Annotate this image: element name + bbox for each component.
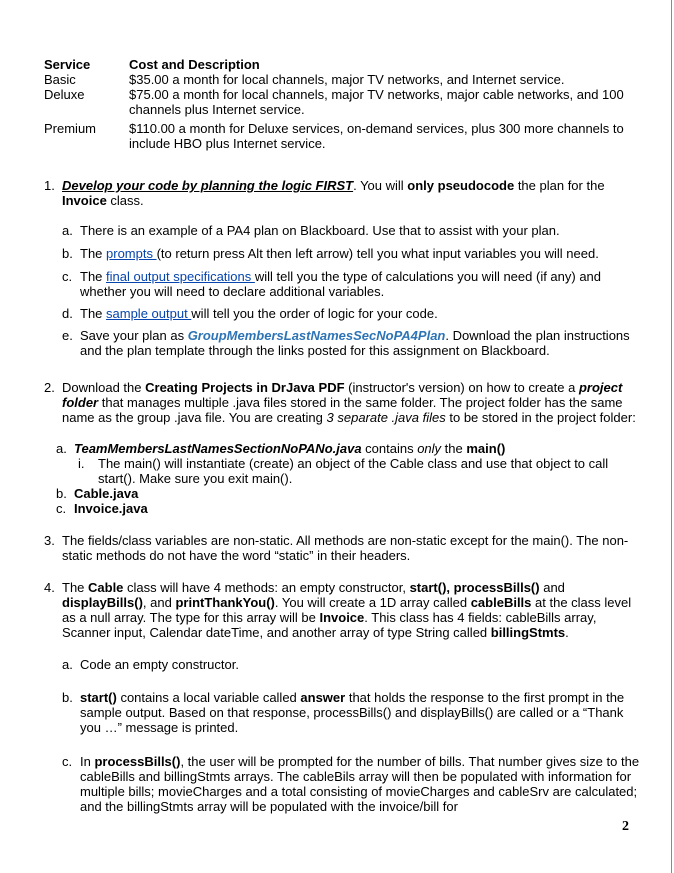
step-text (62, 178, 639, 208)
service-name: Deluxe (44, 87, 85, 102)
step-2a (56, 441, 634, 456)
text-run: and (539, 580, 565, 595)
text-run: printThankYou() (175, 595, 275, 610)
text-run: The (80, 269, 107, 284)
text-run: main() (466, 441, 506, 456)
step-1-lead: Develop your code by planning the logic FIRST (62, 178, 354, 193)
step-text (62, 580, 639, 640)
prompts-link[interactable]: prompts (106, 246, 157, 261)
text-run: contains (361, 441, 418, 456)
text-run: , and (142, 595, 176, 610)
text-run: the plan for the (514, 178, 605, 193)
text-run: Download the (62, 380, 146, 395)
text-run: The (80, 246, 107, 261)
service-table-header (44, 57, 644, 72)
step-2 (44, 380, 639, 425)
service-desc: $110.00 a month for Deluxe services, on-demand services, plus 300 more channels to include HBO plus Internet service. (129, 121, 624, 151)
text-run: (to return press Alt then left arrow) tell you what input variables you will need. (156, 246, 599, 261)
text-run: project folder (62, 380, 623, 410)
step-3 (44, 533, 639, 563)
text-run: answer (300, 690, 346, 705)
step-1d (62, 306, 640, 321)
text-run: The (80, 306, 107, 321)
sub-letter: c. (62, 754, 73, 769)
step-1 (44, 178, 639, 208)
text-run: Cable (88, 580, 124, 595)
sub-text: The main() will instantiate (create) an object of the Cable class and use that object to call start(). Make sure you exit main(). (98, 456, 609, 486)
page-number: 2 (622, 819, 629, 834)
plan-filename: GroupMembersLastNamesSecNoPA4Plan (187, 328, 446, 343)
step-2a-i (78, 456, 638, 486)
text-run: class. (106, 193, 144, 208)
sub-letter: c. (62, 269, 73, 284)
sub-text (80, 269, 640, 299)
sub-letter: c. (56, 501, 67, 516)
text-run: only (417, 441, 442, 456)
step-number: 2. (44, 380, 55, 395)
sub-text: Cable.java (74, 486, 139, 501)
sub-letter: a. (62, 657, 73, 672)
text-run: . Download the plan instructions and the plan template through the links posted for this assignment on Blackboard. (80, 328, 630, 358)
step-number: 3. (44, 533, 55, 548)
text-run: Invoice (62, 193, 107, 208)
sub-letter: b. (62, 690, 73, 705)
sub-text (80, 690, 640, 735)
step-1a (62, 223, 640, 238)
service-row-basic (44, 72, 644, 87)
text-run: Invoice (319, 610, 365, 625)
sub-text (80, 328, 640, 358)
step-4a (62, 657, 640, 672)
service-row-premium (44, 121, 644, 151)
text-run: . This class has 4 fields: cableBills array, Scanner input, Calendar dateTime, and another array of type String called (62, 610, 597, 640)
sub-letter: b. (62, 246, 73, 261)
text-run: 3 separate .java files (326, 410, 446, 425)
sub-letter: a. (56, 441, 67, 456)
sub-letter: d. (62, 306, 73, 321)
text-run: the (441, 441, 467, 456)
sample-output-link[interactable]: sample output (106, 306, 192, 321)
text-run: will tell you the order of logic for your code. (191, 306, 438, 321)
text-run: TeamMembersLastNamesSectionNoPANo.java (74, 441, 362, 456)
sub-text: Code an empty constructor. (80, 657, 239, 672)
step-1c (62, 269, 640, 299)
service-row-deluxe (44, 87, 644, 117)
step-4c (62, 754, 640, 814)
text-run: start() (80, 690, 117, 705)
text-run: that manages multiple .java files stored in the same folder. The project folder has the same name as the group .java file. You are creating (62, 395, 623, 425)
text-run: billingStmts (490, 625, 566, 640)
text-run: (instructor's version) on how to create a (344, 380, 579, 395)
text-run: . (565, 625, 569, 640)
text-run: cableBills (470, 595, 532, 610)
service-header: Service (44, 57, 91, 72)
sub-letter: b. (56, 486, 67, 501)
text-run: processBills() (94, 754, 181, 769)
text-run: Save your plan as (80, 328, 188, 343)
sub-text: There is an example of a PA4 plan on Blackboard. Use that to assist with your plan. (80, 223, 560, 238)
page-edge-divider (671, 0, 672, 873)
text-run: that holds the response to the first prompt in the sample output. Based on that response, processBills() and displayBills() are called or a “Thank you …” message is printed. (80, 690, 625, 735)
text-run: to be stored in the project folder: (445, 410, 636, 425)
service-table (44, 57, 644, 151)
final-output-link[interactable]: final output specifications (106, 269, 255, 284)
step-text (62, 380, 639, 425)
service-desc: $35.00 a month for local channels, major TV networks, and Internet service. (129, 72, 565, 87)
text-run: at the class level as a null array. The type for this array will be (62, 595, 632, 625)
step-4b (62, 690, 640, 735)
sub-text (80, 754, 640, 814)
sub-text (80, 306, 640, 321)
sub-text (74, 441, 634, 456)
step-4 (44, 580, 639, 640)
text-run: In (80, 754, 95, 769)
sub-text: Invoice.java (74, 501, 148, 516)
text-run: will tell you the type of calculations you will need (if any) and whether you will need to declare additional variables. (80, 269, 602, 299)
step-2c (56, 501, 634, 516)
sub-text (80, 246, 640, 261)
sub-letter: a. (62, 223, 73, 238)
text-run: only pseudocode (407, 178, 515, 193)
text-run: displayBills() (62, 595, 143, 610)
step-number: 4. (44, 580, 55, 595)
text-run: contains a local variable called (116, 690, 301, 705)
step-1b (62, 246, 640, 261)
sub-letter: i. (78, 456, 85, 471)
text-run: . You will create a 1D array called (274, 595, 471, 610)
service-name: Basic (44, 72, 76, 87)
step-2b (56, 486, 634, 501)
text-run: . You will (353, 178, 408, 193)
text-run: , the user will be prompted for the number of bills. That number gives size to the cableBills and billingStmts arrays. The cableBils array will then be populated with information for multiple bills; movieCharges and a total consisting of movieCharges and cableSrv are calculated; and the billingStmts array will be populated with the invoice/bill for (80, 754, 640, 814)
text-run: class will have 4 methods: an empty constructor, (123, 580, 410, 595)
text-run: The (62, 580, 89, 595)
step-text: The fields/class variables are non-static. All methods are non-static except for the main(). The non-static methods do not have the word “static” in their headers. (62, 533, 629, 563)
sub-letter: e. (62, 328, 73, 343)
step-number: 1. (44, 178, 55, 193)
text-run: Creating Projects in DrJava PDF (145, 380, 345, 395)
step-1e (62, 328, 640, 358)
cost-header: Cost and Description (129, 57, 260, 72)
service-desc: $75.00 a month for local channels, major TV networks, major cable networks, and 100 channels plus Internet service. (129, 87, 624, 117)
text-run: start(), processBills() (409, 580, 540, 595)
service-name: Premium (44, 121, 97, 136)
